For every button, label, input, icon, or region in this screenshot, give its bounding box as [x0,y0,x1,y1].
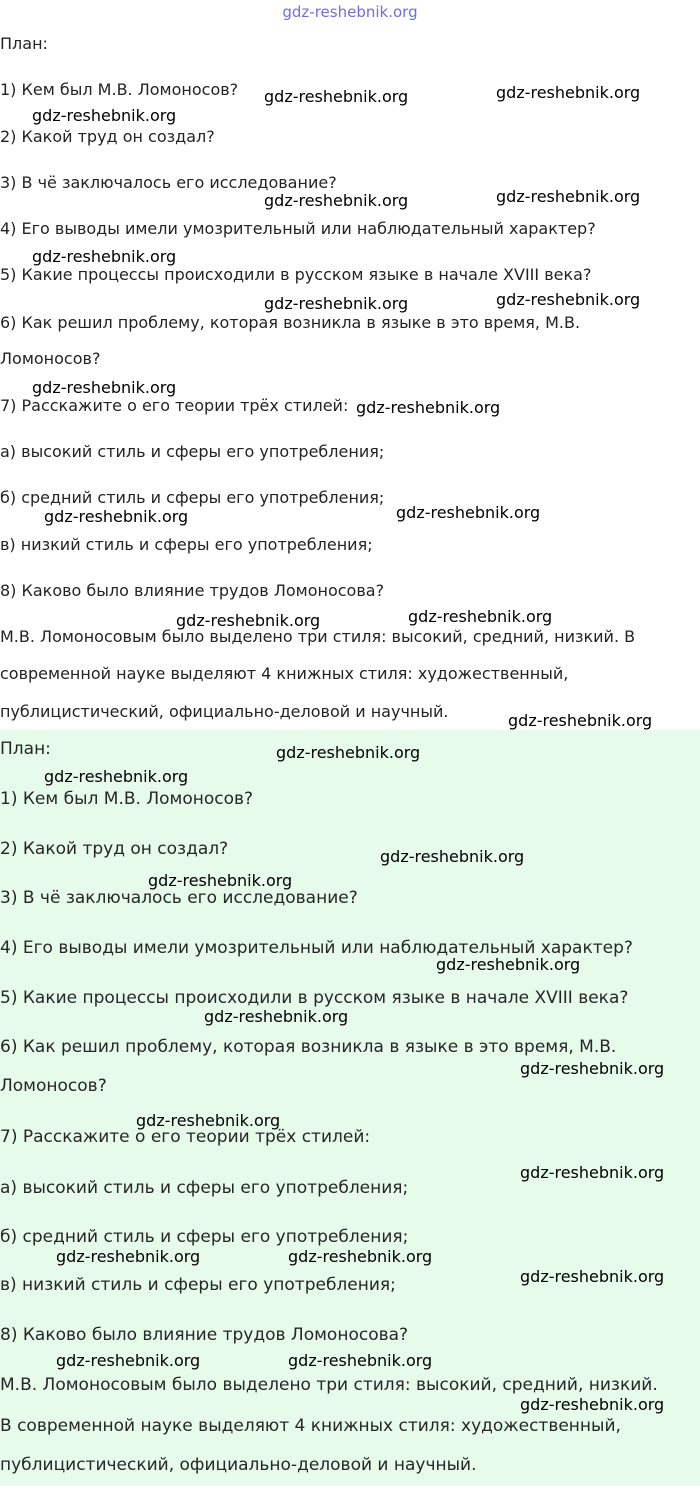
watermark: gdz-reshebnik.org [32,106,177,125]
watermark: gdz-reshebnik.org [520,1163,665,1182]
answer-paragraph-1: М.В. Ломоносовым было выделено три стиля: высокий, средний, низкий. [0,1375,658,1395]
plan-heading: План: [0,34,48,53]
answer-paragraph-1: М.В. Ломоносовым было выделено три стиля: высокий, средний, низкий. В [0,627,636,646]
plan-item-6-cont: Ломоносов? [0,349,101,368]
plan-item-7b: б) средний стиль и сферы его употребления; [0,1227,409,1247]
answer-paragraph-3: публицистический, официально-деловой и научный. [0,702,449,721]
plan-item-4: 4) Его выводы имели умозрительный или наблюдательный характер? [0,219,596,238]
answer-paragraph-3: публицистический, официально-деловой и научный. [0,1455,477,1475]
plan-item-7b: б) средний стиль и сферы его употребления; [0,488,385,507]
watermark: gdz-reshebnik.org [408,607,553,626]
watermark: gdz-reshebnik.org [264,294,409,313]
plan-item-5: 5) Какие процессы происходили в русском языке в начале XVIII века? [0,265,592,284]
watermark: gdz-reshebnik.org [32,378,177,397]
plan-item-7: 7) Расскажите о его теории трёх стилей: [0,396,349,415]
watermark: gdz-reshebnik.org [264,191,409,210]
watermark: gdz-reshebnik.org [288,1351,433,1370]
watermark: gdz-reshebnik.org [44,507,189,526]
plan-item-2: 2) Какой труд он создал? [0,127,215,146]
plan-item-8: 8) Каково было влияние трудов Ломоносова? [0,1325,409,1345]
watermark: gdz-reshebnik.org [520,1059,665,1078]
plan-item-8: 8) Каково было влияние трудов Ломоносова? [0,581,385,600]
answer-bottom-section [0,730,700,1486]
answer-paragraph-2: современной науке выделяют 4 книжных стиля: художественный, [0,664,569,683]
watermark: gdz-reshebnik.org [276,743,421,762]
watermark: gdz-reshebnik.org [136,1111,281,1130]
watermark: gdz-reshebnik.org [396,503,541,522]
watermark: gdz-reshebnik.org [56,1247,201,1266]
watermark: gdz-reshebnik.org [380,847,525,866]
header-watermark: gdz-reshebnik.org [282,3,418,21]
plan-item-6-cont: Ломоносов? [0,1076,107,1096]
watermark: gdz-reshebnik.org [436,955,581,974]
watermark: gdz-reshebnik.org [44,767,189,786]
plan-item-1: 1) Кем был М.В. Ломоносов? [0,80,239,99]
watermark: gdz-reshebnik.org [356,398,501,417]
watermark: gdz-reshebnik.org [288,1247,433,1266]
answer-paragraph-2: В современной науке выделяют 4 книжных стиля: художественный, [0,1416,621,1436]
plan-item-7a: а) высокий стиль и сферы его употребления; [0,1178,409,1198]
plan-item-6: 6) Как решил проблему, которая возникла в языке в это время, М.В. [0,1037,617,1057]
watermark: gdz-reshebnik.org [176,611,321,630]
plan-item-2: 2) Какой труд он создал? [0,839,229,859]
watermark: gdz-reshebnik.org [496,83,641,102]
watermark: gdz-reshebnik.org [32,247,177,266]
plan-item-6: 6) Как решил проблему, которая возникла в языке в это время, М.В. [0,313,581,332]
watermark: gdz-reshebnik.org [148,871,293,890]
watermark: gdz-reshebnik.org [520,1395,665,1414]
plan-heading: План: [0,739,51,759]
plan-item-7a: а) высокий стиль и сферы его употребления; [0,442,385,461]
plan-item-4: 4) Его выводы имели умозрительный или наблюдательный характер? [0,938,633,958]
plan-item-1: 1) Кем был М.В. Ломоносов? [0,789,254,809]
plan-item-7: 7) Расскажите о его теории трёх стилей: [0,1127,371,1147]
watermark: gdz-reshebnik.org [508,711,653,730]
watermark: gdz-reshebnik.org [264,87,409,106]
watermark: gdz-reshebnik.org [204,1007,349,1026]
plan-item-7c: в) низкий стиль и сферы его употребления; [0,1275,396,1295]
plan-item-3: 3) В чё заключалось его исследование? [0,173,337,192]
plan-item-5: 5) Какие процессы происходили в русском языке в начале XVIII века? [0,988,629,1008]
plan-item-7c: в) низкий стиль и сферы его употребления; [0,535,373,554]
watermark: gdz-reshebnik.org [496,290,641,309]
plan-item-3: 3) В чё заключалось его исследование? [0,888,358,908]
watermark: gdz-reshebnik.org [496,187,641,206]
watermark: gdz-reshebnik.org [56,1351,201,1370]
watermark: gdz-reshebnik.org [520,1267,665,1286]
